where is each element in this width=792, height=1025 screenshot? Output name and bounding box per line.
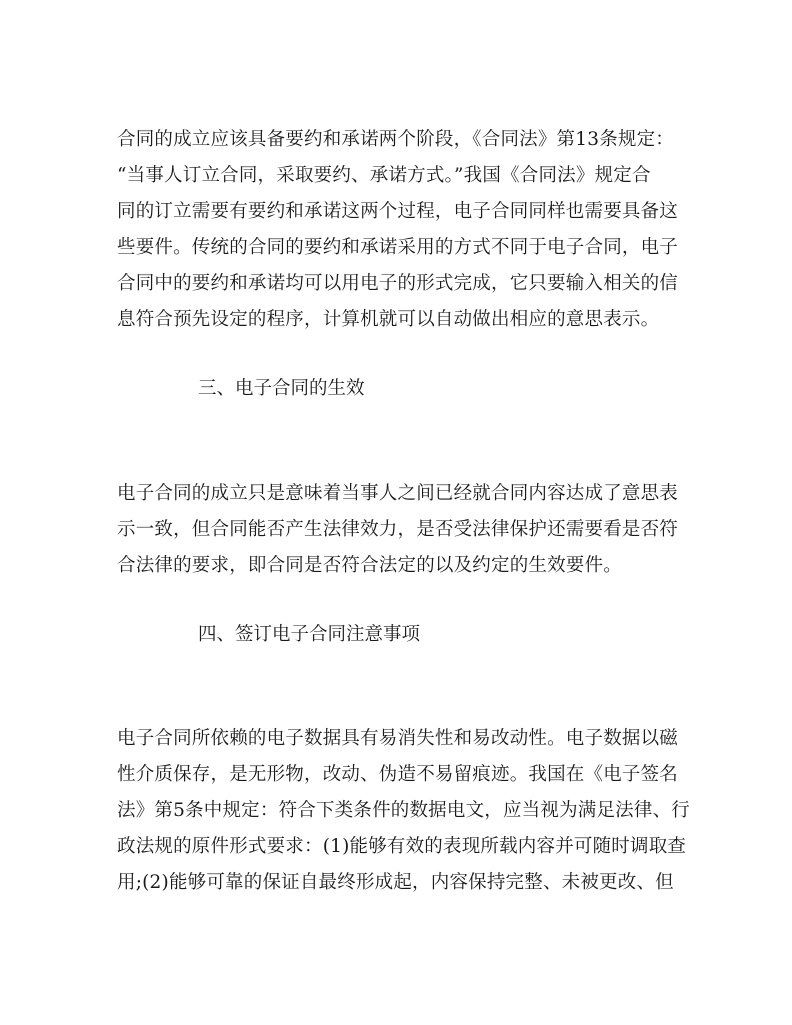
text-line: 合同中的要约和承诺均可以用电子的形式完成，它只要输入相关的信 bbox=[117, 273, 679, 294]
text-line: 些要件。传统的合同的要约和承诺采用的方式不同于电子合同，电子 bbox=[117, 237, 679, 258]
text-line: “当事人订立合同，采取要约、承诺方式。”我国《合同法》规定合 bbox=[117, 165, 651, 186]
text-line: 合法律的要求，即合同是否符合法定的以及约定的生效要件。 bbox=[117, 555, 622, 576]
text-line: 息符合预先设定的程序，计算机就可以自动做出相应的意思表示。 bbox=[117, 309, 660, 330]
text-line: 法》第5条中规定：符合下类条件的数据电文，应当视为满足法律、行 bbox=[117, 800, 690, 821]
section-heading-effectiveness: 三、电子合同的生效 bbox=[198, 378, 365, 399]
text-line: 政法规的原件形式要求：(1)能够有效的表现所载内容并可随时调取查 bbox=[117, 836, 687, 857]
text-line: 电子合同的成立只是意味着当事人之间已经就合同内容达成了意思表 bbox=[117, 483, 679, 504]
text-line: 同的订立需要有要约和承诺这两个过程，电子合同同样也需要具备这 bbox=[117, 201, 679, 222]
text-line: 电子合同所依赖的电子数据具有易消失性和易改动性。电子数据以磁 bbox=[117, 728, 679, 749]
section-heading-precautions: 四、签订电子合同注意事项 bbox=[198, 624, 421, 645]
text-line: 合同的成立应该具备要约和承诺两个阶段，《合同法》第13条规定： bbox=[117, 129, 674, 150]
text-line: 性介质保存，是无形物，改动、伪造不易留痕迹。我国在《电子签名 bbox=[117, 764, 679, 785]
text-line: 用;(2)能够可靠的保证自最终形成起，内容保持完整、未被更改、但 bbox=[117, 872, 674, 893]
text-line: 示一致，但合同能否产生法律效力，是否受法律保护还需要看是否符 bbox=[117, 519, 679, 540]
